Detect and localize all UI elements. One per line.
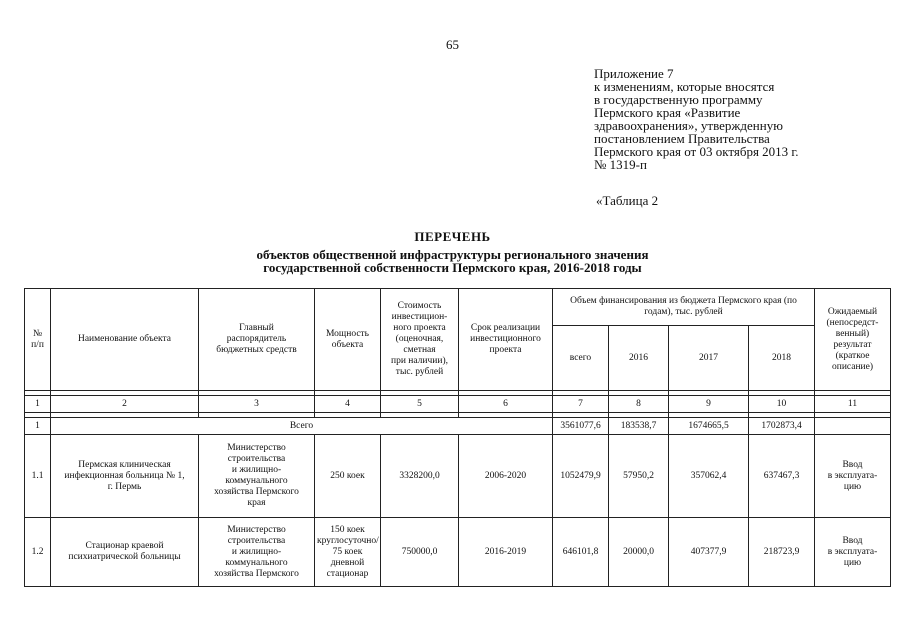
column-numbers-row: [25, 396, 891, 413]
header-total: всего: [553, 326, 609, 391]
column-number: 5: [381, 396, 459, 413]
row-manager: Министерство строительства и жилищно- коммунального хозяйства Пермского: [199, 518, 315, 587]
column-number: 11: [815, 396, 891, 413]
column-number: 8: [609, 396, 669, 413]
row-total: 646101,8: [553, 518, 609, 587]
total-sum: 3561077,6: [553, 418, 609, 435]
column-number: 10: [749, 396, 815, 413]
header-funding: Объем финансирования из бюджета Пермского края (по годам), тыс. рублей: [553, 289, 815, 326]
header-num: № п/п: [25, 289, 51, 391]
row-total: 1052479,9: [553, 435, 609, 518]
total-2017: 1674665,5: [669, 418, 749, 435]
appendix-line: к изменениям, которые вносятся: [594, 79, 775, 94]
total-result: [815, 418, 891, 435]
row-manager: Министерство строительства и жилищно- коммунального хозяйства Пермского края: [199, 435, 315, 518]
row-2018: 218723,9: [749, 518, 815, 587]
row-2016: 57950,2: [609, 435, 669, 518]
column-number: 3: [199, 396, 315, 413]
total-2016: 183538,7: [609, 418, 669, 435]
column-number: 2: [51, 396, 199, 413]
total-num: 1: [25, 418, 51, 435]
row-cost: 750000,0: [381, 518, 459, 587]
row-2016: 20000,0: [609, 518, 669, 587]
appendix-line: Приложение 7: [594, 66, 674, 81]
row-name: Пермская клиническая инфекционная больница № 1, г. Пермь: [51, 435, 199, 518]
total-row: [25, 418, 891, 435]
total-2018: 1702873,4: [749, 418, 815, 435]
header-result: Ожидаемый (непосредст- венный) результат (краткое описание): [815, 289, 891, 391]
column-number: 9: [669, 396, 749, 413]
appendix-line: № 1319-п: [594, 157, 647, 172]
row-term: 2006-2020: [459, 435, 553, 518]
header-capacity: Мощность объекта: [315, 289, 381, 391]
header-term: Срок реализации инвестиционного проекта: [459, 289, 553, 391]
appendix-line: здравоохранения», утвержденную: [594, 118, 783, 133]
row-2018: 637467,3: [749, 435, 815, 518]
page-number: 65: [446, 37, 459, 52]
document-subtitle: [0, 248, 905, 274]
header-cost: Стоимость инвестицион- ного проекта (оценочная, сметная при наличии), тыс. рублей: [381, 289, 459, 391]
header-manager: Главный распорядитель бюджетных средств: [199, 289, 315, 391]
row-name: Стационар краевой психиатрической больницы: [51, 518, 199, 587]
row-2017: 407377,9: [669, 518, 749, 587]
row-result: Ввод в эксплуата- цию: [815, 518, 891, 587]
column-number: 6: [459, 396, 553, 413]
table-reference: «Таблица 2: [596, 193, 659, 208]
appendix-note: [594, 67, 884, 171]
column-number: 7: [553, 396, 609, 413]
row-capacity: 250 коек: [315, 435, 381, 518]
row-term: 2016-2019: [459, 518, 553, 587]
column-number: 1: [25, 396, 51, 413]
subtitle-line: объектов общественной инфраструктуры регионального значения: [256, 247, 649, 262]
row-result: Ввод в эксплуата- цию: [815, 435, 891, 518]
header-2016: 2016: [609, 326, 669, 391]
appendix-line: постановлением Правительства: [594, 131, 770, 146]
subtitle-line: государственной собственности Пермского края, 2016-2018 годы: [263, 260, 642, 275]
column-number: 4: [315, 396, 381, 413]
row-num: 1.1: [25, 435, 51, 518]
infrastructure-table: [24, 288, 891, 587]
header-name: Наименование объекта: [51, 289, 199, 391]
document-title: ПЕРЕЧЕНЬ: [414, 229, 491, 244]
row-2017: 357062,4: [669, 435, 749, 518]
row-capacity: 150 коек круглосуточно/ 75 коек дневной стационар: [315, 518, 381, 587]
row-cost: 3328200,0: [381, 435, 459, 518]
row-num: 1.2: [25, 518, 51, 587]
appendix-line: Пермского края «Развитие: [594, 105, 741, 120]
header-2018: 2018: [749, 326, 815, 391]
appendix-line: в государственную программу: [594, 92, 763, 107]
table-row: [25, 435, 891, 518]
appendix-line: Пермского края от 03 октября 2013 г.: [594, 144, 799, 159]
total-label: Всего: [51, 418, 553, 435]
table-row: [25, 518, 891, 587]
header-2017: 2017: [669, 326, 749, 391]
